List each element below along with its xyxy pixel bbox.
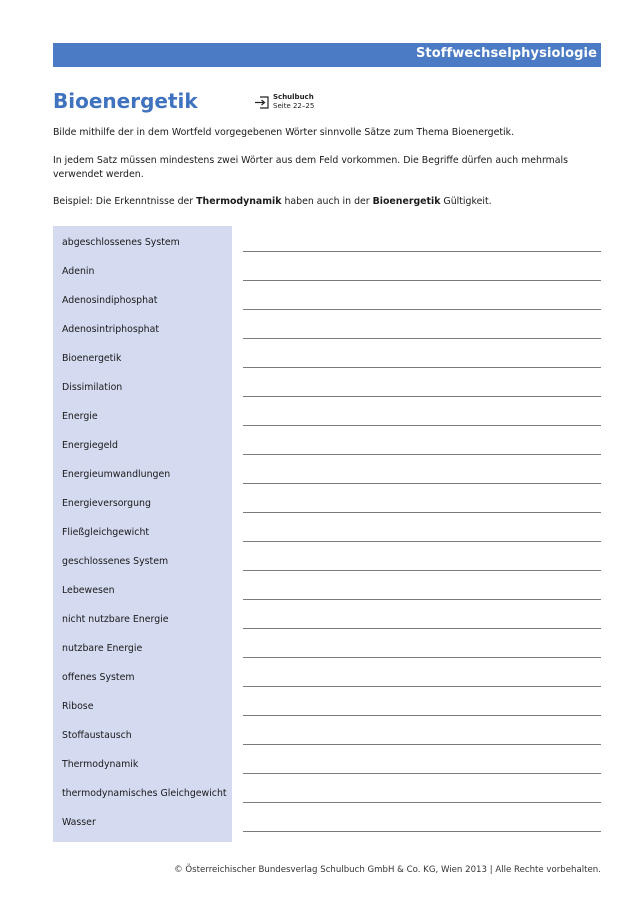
word-field-panel <box>53 226 232 842</box>
writing-line[interactable] <box>243 541 601 542</box>
word-item: Lebewesen <box>62 585 115 596</box>
writing-line[interactable] <box>243 251 601 252</box>
reference-label: Schulbuch <box>273 93 314 101</box>
word-item: geschlossenes System <box>62 556 169 567</box>
word-item: thermodynamisches Gleichgewicht <box>62 788 227 799</box>
writing-line[interactable] <box>243 570 601 571</box>
word-item: Wasser <box>62 817 96 828</box>
word-item: nicht nutzbare Energie <box>62 614 169 625</box>
writing-line[interactable] <box>243 396 601 397</box>
word-item: Energieversorgung <box>62 498 151 509</box>
writing-line[interactable] <box>243 338 601 339</box>
word-item: Adenosindiphosphat <box>62 295 158 306</box>
word-item: Energiegeld <box>62 440 118 451</box>
word-item: Dissimilation <box>62 382 123 393</box>
word-item: abgeschlossenes System <box>62 237 180 248</box>
writing-line[interactable] <box>243 773 601 774</box>
writing-line[interactable] <box>243 309 601 310</box>
example-suffix: Gültigkeit. <box>440 196 492 207</box>
example-term-1: Thermodynamik <box>196 196 282 207</box>
writing-line[interactable] <box>243 715 601 716</box>
word-item: offenes System <box>62 672 135 683</box>
word-item: Stoffaustausch <box>62 730 132 741</box>
copyright-footer: © Österreichischer Bundesverlag Schulbuch GmbH & Co. KG, Wien 2013 | Alle Rechte vorbehalten. <box>174 865 601 875</box>
writing-line[interactable] <box>243 280 601 281</box>
example-term-2: Bioenergetik <box>372 196 441 207</box>
writing-line[interactable] <box>243 657 601 658</box>
example-prefix: Beispiel: Die Erkenntnisse der <box>53 196 197 207</box>
word-item: Fließgleichgewicht <box>62 527 150 538</box>
example-sentence <box>53 195 603 209</box>
section-header-bar <box>53 43 601 67</box>
example-middle: haben auch in der <box>281 196 373 207</box>
word-item: Bioenergetik <box>62 353 122 364</box>
word-item: nutzbare Energie <box>62 643 143 654</box>
writing-line[interactable] <box>243 454 601 455</box>
word-item: Ribose <box>62 701 94 712</box>
writing-line[interactable] <box>243 512 601 513</box>
book-arrow-icon <box>254 96 270 109</box>
instruction-paragraph-2: In jedem Satz müssen mindestens zwei Wörter aus dem Feld vorkommen. Die Begriffe dürfen auch mehrmals verwendet werden. <box>53 155 569 180</box>
word-item: Thermodynamik <box>62 759 139 770</box>
writing-line[interactable] <box>243 802 601 803</box>
writing-line[interactable] <box>243 628 601 629</box>
writing-line[interactable] <box>243 831 601 832</box>
word-item: Energieumwandlungen <box>62 469 171 480</box>
reference-pages: Seite 22–25 <box>273 102 315 110</box>
page-title: Bioenergetik <box>53 89 198 113</box>
writing-line[interactable] <box>243 744 601 745</box>
writing-line[interactable] <box>243 425 601 426</box>
word-item: Adenin <box>62 266 95 277</box>
word-item: Adenosintriphosphat <box>62 324 160 335</box>
section-title: Stoffwechselphysiologie <box>415 46 597 61</box>
writing-line[interactable] <box>243 367 601 368</box>
word-item: Energie <box>62 411 98 422</box>
writing-line[interactable] <box>243 686 601 687</box>
writing-line[interactable] <box>243 599 601 600</box>
writing-line[interactable] <box>243 483 601 484</box>
instruction-paragraph-1: Bilde mithilfe der in dem Wortfeld vorgegebenen Wörter sinnvolle Sätze zum Thema Bioenergetik. <box>53 127 515 138</box>
